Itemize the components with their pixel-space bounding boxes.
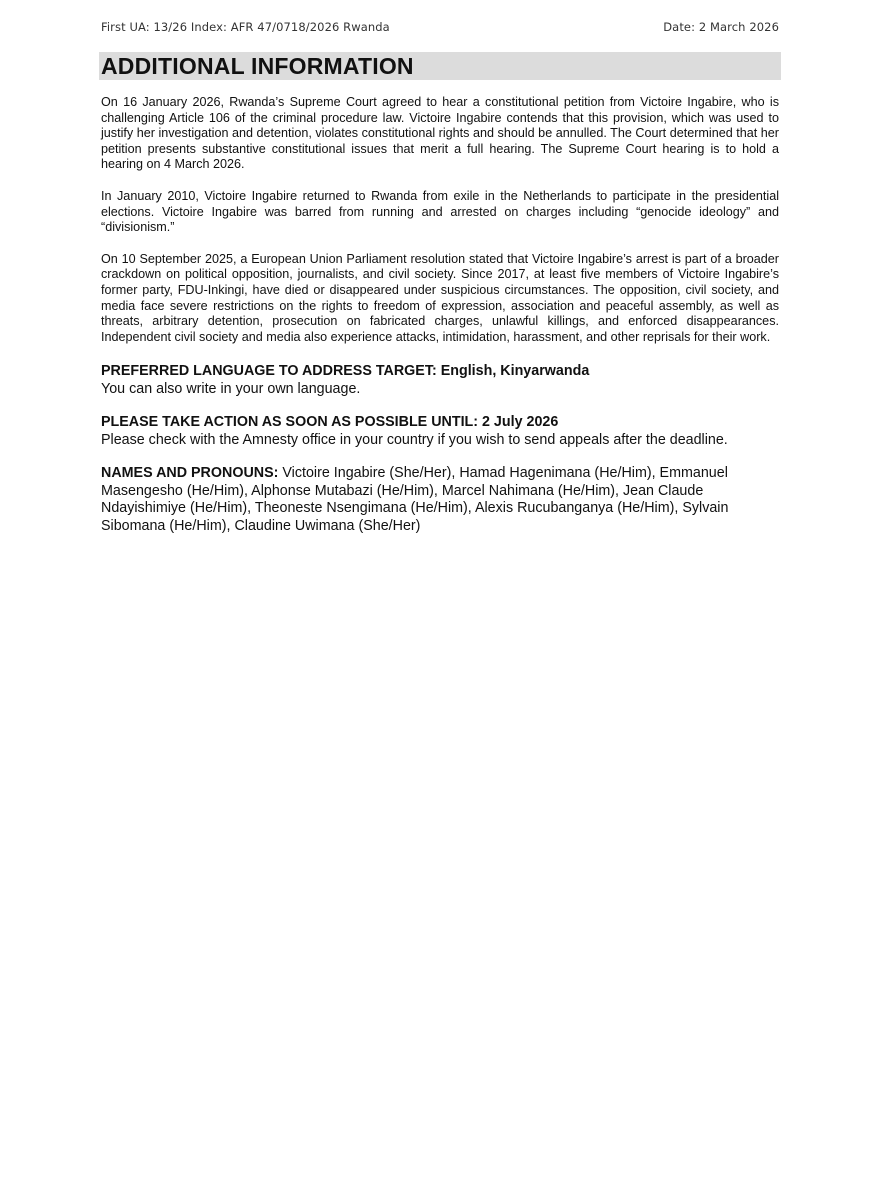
- document-date: Date: 2 March 2026: [663, 20, 779, 34]
- action-deadline-heading: PLEASE TAKE ACTION AS SOON AS POSSIBLE UNTIL: 2 July 2026: [101, 414, 559, 431]
- action-deadline-text: Please check with the Amnesty office in your country if you wish to send appeals after the deadline.: [101, 431, 728, 448]
- preferred-language-text: You can also write in your own language.: [101, 380, 361, 397]
- names-heading: NAMES AND PRONOUNS:: [101, 465, 279, 482]
- section-title: ADDITIONAL INFORMATION: [101, 53, 414, 79]
- names-and-pronouns: [101, 465, 779, 535]
- paragraph-supreme-court: On 16 January 2026, Rwanda’s Supreme Court agreed to hear a constitutional petition from Victoire Ingabire, who is challenging Article 106 of the criminal procedure law. Victoire Ingabire contends that this provision, which was used to justify her investigation and detention, violates constitutional rights and should be annulled. The Court determined that her petition presents substantive constitutional issues that merit a full hearing. The Supreme Court hearing is to hold a hearing on 4 March 2026.: [101, 95, 779, 172]
- main-content: [101, 95, 779, 535]
- paragraph-eu-resolution: On 10 September 2025, a European Union Parliament resolution stated that Victoire Ingabire’s arrest is part of a broader crackdown on political opposition, journalists, and civil society. Since 2017, at least five members of Victoire Ingabire’s former party, FDU-Inkingi, have died or disappeared under suspicious circumstances. The opposition, civil society, and media face severe restrictions on the rights to freedom of expression, association and peaceful assembly, as well as threats, arbitrary detention, prosecution on fabricated charges, unlawful killings, and enforced disappearances. Independent civil society and media also experience attacks, intimidation, harassment, and other reprisals for their work.: [101, 251, 779, 344]
- action-deadline-block: [101, 414, 779, 449]
- names-list: Victoire Ingabire (She/Her), Hamad Hagenimana (He/Him), Emmanuel Masengesho (He/Him), Alphonse Mutabazi (He/Him), Marcel Nahimana (He/Him), Jean Claude Ndayishimiye (He/Him), Theoneste Nsengimana (He/Him), Alexis Rucubanganya (He/Him), Sylvain Sibomana (He/Him), Claudine Uwimana (She/Her): [101, 465, 729, 534]
- preferred-language-block: [101, 363, 779, 398]
- page-header: [101, 20, 779, 34]
- preferred-language-heading: PREFERRED LANGUAGE TO ADDRESS TARGET: English, Kinyarwanda: [101, 363, 590, 380]
- document-reference: First UA: 13/26 Index: AFR 47/0718/2026 Rwanda: [101, 20, 390, 34]
- paragraph-background: In January 2010, Victoire Ingabire returned to Rwanda from exile in the Netherlands to participate in the presidential elections. Victoire Ingabire was barred from running and arrested on charges including “genocide ideology” and “divisionism.”: [101, 188, 779, 235]
